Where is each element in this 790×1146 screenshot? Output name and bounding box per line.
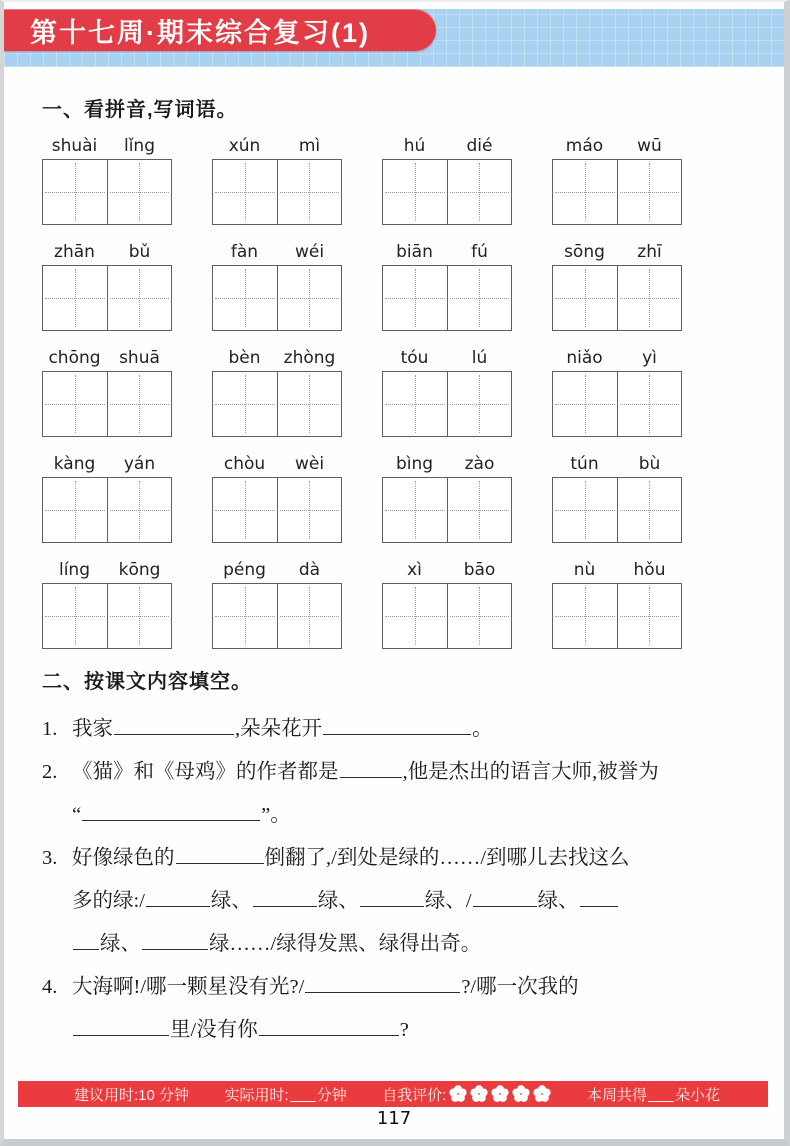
pinyin-cell xyxy=(552,348,682,437)
question-text: 里/没有你 xyxy=(170,1019,258,1041)
pinyin-cell xyxy=(382,454,512,543)
section1-title: 一、看拼音,写词语。 xyxy=(42,99,238,121)
writing-square xyxy=(617,266,682,330)
writing-box xyxy=(552,371,682,437)
writing-square xyxy=(383,266,447,330)
fill-blank xyxy=(580,884,618,907)
writing-square xyxy=(213,372,277,436)
question-text: 倒翻了,/到处是绿的……/到哪儿去找这么 xyxy=(264,847,630,869)
writing-square xyxy=(43,478,107,542)
pinyin-label: chōng shuā xyxy=(48,348,160,368)
pinyin-cell xyxy=(382,242,512,331)
fill-blank xyxy=(259,1013,399,1036)
writing-box xyxy=(382,159,512,225)
fill-blank xyxy=(82,798,260,821)
question-number: 2. xyxy=(42,761,58,783)
pinyin-cell xyxy=(42,136,172,225)
week-total-blank xyxy=(648,1086,674,1102)
writing-square xyxy=(447,478,512,542)
writing-square xyxy=(213,160,277,224)
pinyin-label: biān fú xyxy=(396,242,488,262)
fill-blank xyxy=(473,884,537,907)
writing-square xyxy=(617,372,682,436)
page-title: 第十七周·期末综合复习(1) xyxy=(30,17,370,48)
actual-time-unit: 分钟 xyxy=(316,1086,347,1104)
question xyxy=(42,751,750,837)
pinyin-cell xyxy=(212,348,342,437)
actual-time-blank xyxy=(290,1086,316,1102)
writing-square xyxy=(107,266,172,330)
pinyin-cell xyxy=(42,560,172,649)
writing-square xyxy=(277,160,342,224)
flower-icon xyxy=(470,1085,488,1103)
writing-box xyxy=(212,265,342,331)
writing-box xyxy=(212,371,342,437)
pinyin-cell xyxy=(212,454,342,543)
question-number: 4. xyxy=(42,976,58,998)
writing-square xyxy=(107,478,172,542)
flower-rating xyxy=(449,1085,551,1103)
question-line xyxy=(72,1009,750,1052)
fill-blank xyxy=(253,884,317,907)
pinyin-label: hú dié xyxy=(403,136,493,156)
pinyin-cell xyxy=(212,136,342,225)
question-text: 《猫》和《母鸡》的作者都是 xyxy=(72,761,339,783)
question-text: 好像绿色的 xyxy=(72,847,175,869)
question-line xyxy=(72,880,750,923)
pinyin-cell xyxy=(552,242,682,331)
pinyin-label: nù hǒu xyxy=(573,560,666,580)
week-total-group xyxy=(587,1084,720,1105)
question-text: 。 xyxy=(472,718,493,740)
question-text: 绿、 xyxy=(317,890,359,912)
writing-square xyxy=(383,372,447,436)
pinyin-label: kàng yán xyxy=(53,454,156,474)
question-text: 绿……/绿得发黑、绿得出奇。 xyxy=(209,933,482,955)
question-text: ,他是杰出的语言大师,被誉为 xyxy=(402,761,659,783)
pinyin-cell xyxy=(552,454,682,543)
writing-box xyxy=(382,583,512,649)
pinyin-grid xyxy=(42,136,750,649)
writing-square xyxy=(43,266,107,330)
question-text: 绿、 xyxy=(100,933,141,955)
writing-square xyxy=(383,478,447,542)
writing-square xyxy=(213,478,277,542)
page-number: 117 xyxy=(376,1108,412,1129)
writing-square xyxy=(43,160,107,224)
week-total-unit: 朵小花 xyxy=(674,1086,720,1104)
pinyin-label: tún bù xyxy=(570,454,661,474)
pinyin-label: xì bāo xyxy=(407,560,496,580)
writing-square xyxy=(447,372,512,436)
pinyin-cell xyxy=(42,454,172,543)
writing-box xyxy=(382,477,512,543)
fill-blank xyxy=(146,884,210,907)
pinyin-cell xyxy=(382,136,512,225)
question-text: “ xyxy=(72,804,82,826)
pinyin-label: tóu lú xyxy=(400,348,488,368)
pinyin-label: sōng zhī xyxy=(564,242,662,262)
question-line xyxy=(72,751,750,794)
question-line xyxy=(72,708,750,751)
writing-box xyxy=(552,265,682,331)
question-text: ”。 xyxy=(261,804,291,826)
pinyin-cell xyxy=(212,242,342,331)
pinyin-label: máo wū xyxy=(565,136,662,156)
section2-title: 二、按课文内容填空。 xyxy=(42,671,252,693)
question-text: ,朵朵花开 xyxy=(235,718,323,740)
fill-blank xyxy=(142,927,208,950)
fill-blank xyxy=(73,927,99,950)
writing-box xyxy=(382,371,512,437)
pinyin-cell xyxy=(382,348,512,437)
flower-icon xyxy=(449,1085,467,1103)
self-eval-group xyxy=(382,1084,551,1105)
questions-list xyxy=(42,708,750,1052)
fill-blank xyxy=(340,755,402,778)
question-number: 3. xyxy=(42,847,58,869)
writing-square xyxy=(447,584,512,648)
pinyin-label: bèn zhòng xyxy=(228,348,336,368)
writing-square xyxy=(43,584,107,648)
writing-box xyxy=(42,159,172,225)
question-text: 大海啊!/哪一颗星没有光?/ xyxy=(72,976,305,998)
question-number: 1. xyxy=(42,718,58,740)
writing-square xyxy=(383,584,447,648)
writing-square xyxy=(553,372,617,436)
question-line xyxy=(72,794,750,837)
writing-square xyxy=(107,372,172,436)
question-text: 我家 xyxy=(72,718,113,740)
writing-square xyxy=(43,372,107,436)
writing-box xyxy=(212,159,342,225)
writing-square xyxy=(553,160,617,224)
writing-box xyxy=(212,477,342,543)
writing-square xyxy=(107,584,172,648)
writing-box xyxy=(42,265,172,331)
actual-time-group xyxy=(225,1084,347,1105)
page-content xyxy=(4,67,784,1052)
writing-square xyxy=(617,478,682,542)
page-title-badge xyxy=(4,9,436,51)
question-line xyxy=(72,837,750,880)
pinyin-label: niǎo yì xyxy=(566,348,657,368)
question-text: 多的绿:/ xyxy=(72,890,145,912)
fill-blank xyxy=(305,970,460,993)
writing-square xyxy=(213,266,277,330)
writing-square xyxy=(383,160,447,224)
footer-bar xyxy=(18,1081,768,1107)
writing-box xyxy=(42,371,172,437)
pinyin-cell xyxy=(42,242,172,331)
writing-square xyxy=(553,266,617,330)
writing-box xyxy=(382,265,512,331)
pinyin-label: shuài lǐng xyxy=(51,136,155,156)
pinyin-label: zhān bǔ xyxy=(54,242,151,262)
question-text: 绿、/ xyxy=(424,890,472,912)
writing-box xyxy=(552,477,682,543)
writing-square xyxy=(553,478,617,542)
pinyin-cell xyxy=(42,348,172,437)
week-total-label: 本周共得 xyxy=(586,1086,647,1104)
pinyin-cell xyxy=(552,136,682,225)
writing-box xyxy=(42,583,172,649)
pinyin-cell xyxy=(552,560,682,649)
pinyin-cell xyxy=(212,560,342,649)
fill-blank xyxy=(176,841,264,864)
fill-blank xyxy=(73,1013,169,1036)
pinyin-label: líng kōng xyxy=(58,560,161,580)
writing-square xyxy=(277,266,342,330)
writing-box xyxy=(212,583,342,649)
fill-blank xyxy=(360,884,424,907)
question-text: 绿、 xyxy=(537,890,579,912)
writing-square xyxy=(277,584,342,648)
actual-time-label: 实际用时: xyxy=(224,1086,289,1104)
flower-icon xyxy=(533,1085,551,1103)
question-text: ? xyxy=(399,1019,409,1041)
question xyxy=(42,837,750,966)
pinyin-cell xyxy=(382,560,512,649)
writing-box xyxy=(42,477,172,543)
pinyin-label: xún mì xyxy=(228,136,321,156)
pinyin-label: fàn wéi xyxy=(230,242,325,262)
question xyxy=(42,966,750,1052)
writing-square xyxy=(617,584,682,648)
fill-blank xyxy=(323,712,471,735)
writing-box xyxy=(552,159,682,225)
writing-square xyxy=(107,160,172,224)
writing-square xyxy=(617,160,682,224)
self-eval-label: 自我评价: xyxy=(382,1086,447,1104)
question xyxy=(42,708,750,751)
writing-square xyxy=(213,584,277,648)
pinyin-label: bìng zào xyxy=(395,454,495,474)
fill-blank xyxy=(114,712,234,735)
writing-square xyxy=(553,584,617,648)
flower-icon xyxy=(491,1085,509,1103)
question-text: ?/哪一次我的 xyxy=(461,976,579,998)
flower-icon xyxy=(512,1085,530,1103)
suggested-time-label: 建议用时:10 分钟 xyxy=(74,1086,190,1104)
header-banner xyxy=(4,9,784,67)
pinyin-label: péng dà xyxy=(223,560,321,580)
writing-square xyxy=(277,478,342,542)
writing-box xyxy=(552,583,682,649)
writing-square xyxy=(277,372,342,436)
writing-square xyxy=(447,266,512,330)
question-line xyxy=(72,966,750,1009)
pinyin-label: chòu wèi xyxy=(223,454,325,474)
writing-square xyxy=(447,160,512,224)
question-line xyxy=(72,923,750,966)
question-text: 绿、 xyxy=(210,890,252,912)
